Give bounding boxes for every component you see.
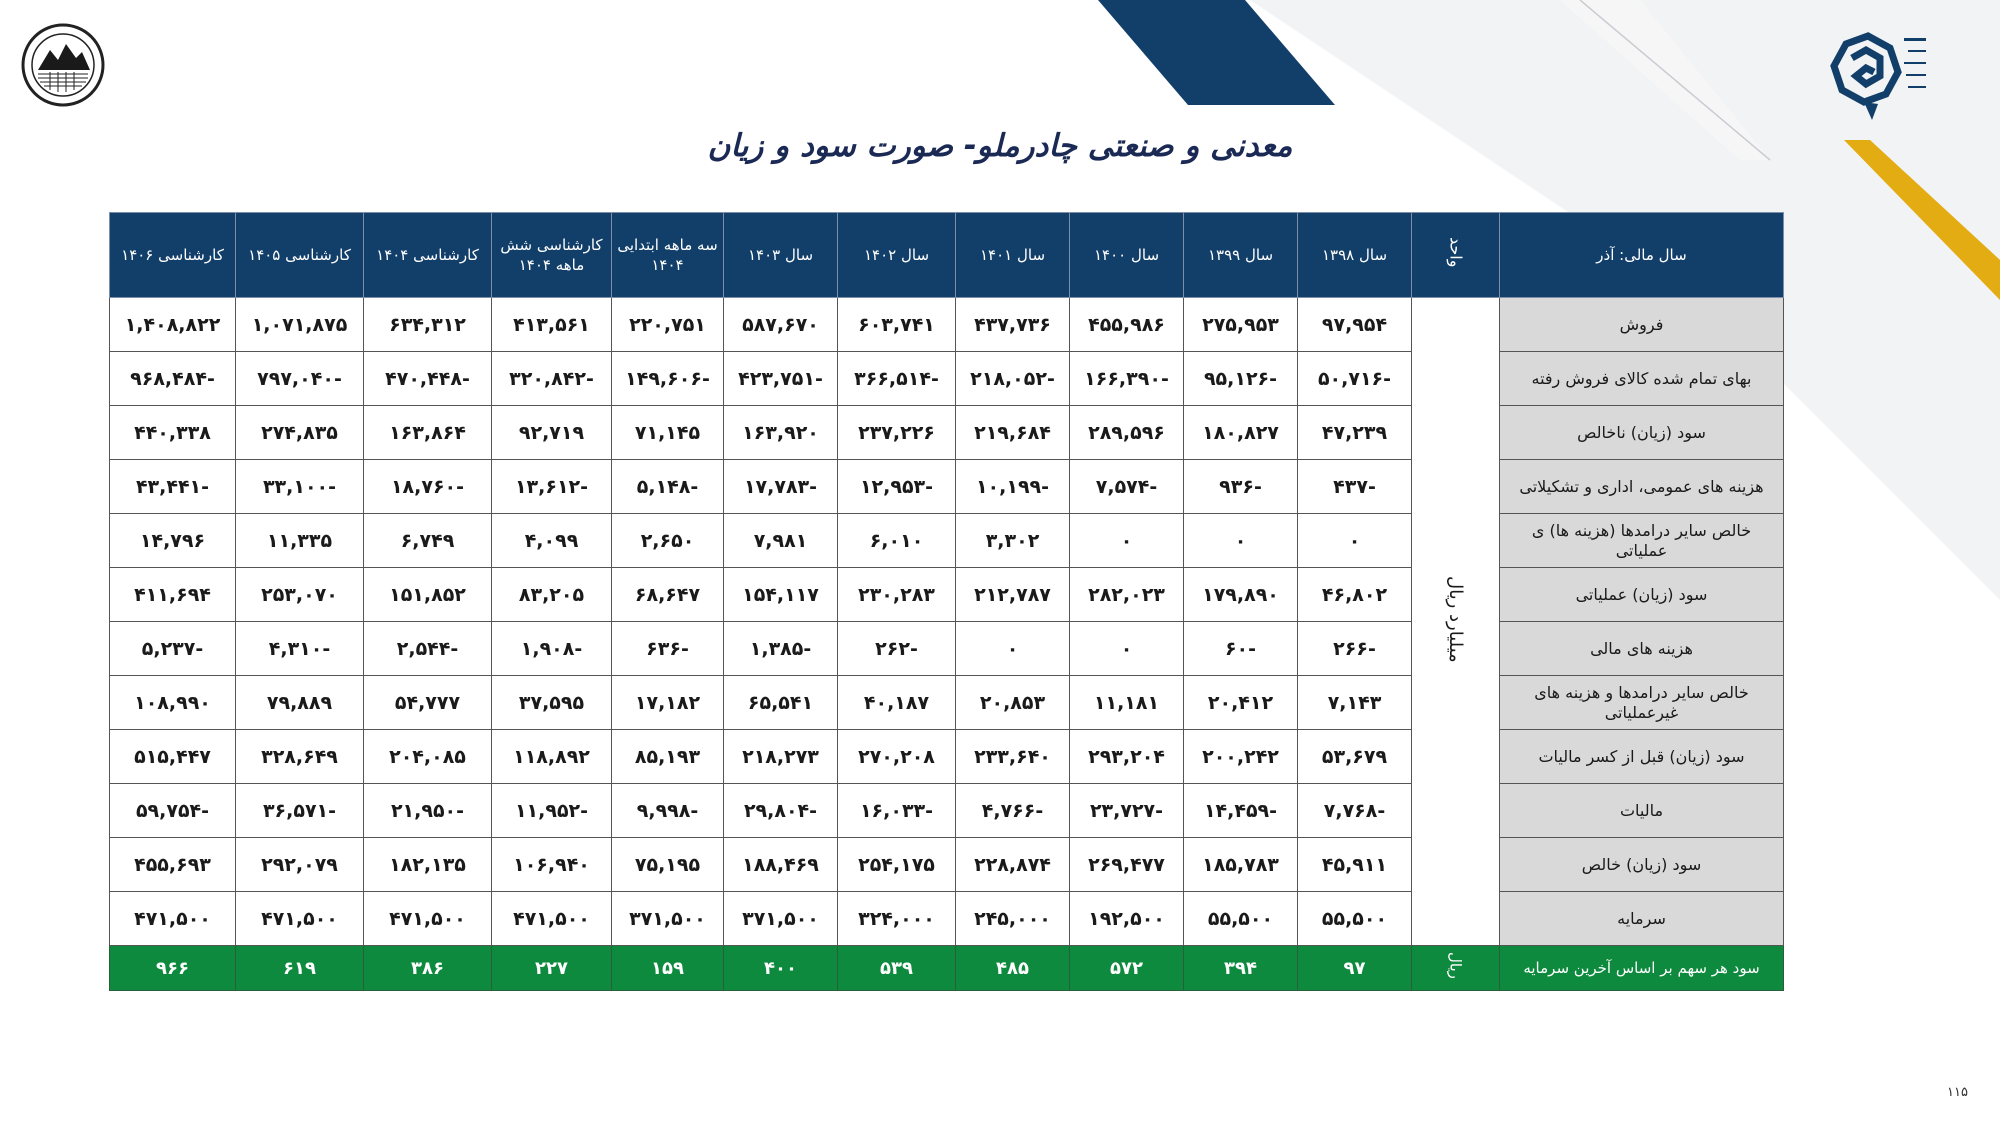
value-cell: ۸۳,۲۰۵ (492, 568, 612, 622)
eps-value-cell: ۵۷۲ (1070, 946, 1184, 991)
value-cell: ۲۹۳,۲۰۴ (1070, 730, 1184, 784)
brokerage-logo-icon (1828, 28, 1938, 128)
value-cell: ۵۸۷,۶۷۰ (724, 298, 838, 352)
value-cell: ۶۵,۵۴۱ (724, 676, 838, 730)
value-cell: ۲۰۰,۲۴۲ (1184, 730, 1298, 784)
value-cell: -۴۲۳,۷۵۱ (724, 352, 838, 406)
value-cell: ۳۷۱,۵۰۰ (612, 892, 724, 946)
value-cell: -۷,۷۶۸ (1298, 784, 1412, 838)
table-row (110, 568, 1784, 622)
header-year-1399: سال ۱۳۹۹ (1184, 213, 1298, 298)
value-cell: ۷۹,۸۸۹ (236, 676, 364, 730)
row-label: سرمایه (1500, 892, 1784, 946)
table-header-row (110, 213, 1784, 298)
row-label: هزینه های مالی (1500, 622, 1784, 676)
value-cell: ۱۵۴,۱۱۷ (724, 568, 838, 622)
value-cell: ۲۳۰,۲۸۳ (838, 568, 956, 622)
value-cell: ۲۱۲,۷۸۷ (956, 568, 1070, 622)
value-cell: -۵,۱۴۸ (612, 460, 724, 514)
eps-value-cell: ۹۷ (1298, 946, 1412, 991)
value-cell: ۴۰,۱۸۷ (838, 676, 956, 730)
header-est-1404: کارشناسی ۱۴۰۴ (364, 213, 492, 298)
value-cell: ۴۶,۸۰۲ (1298, 568, 1412, 622)
value-cell: ۲۴۵,۰۰۰ (956, 892, 1070, 946)
value-cell: -۳۲۰,۸۴۲ (492, 352, 612, 406)
value-cell: -۳۳,۱۰۰ (236, 460, 364, 514)
value-cell: -۵,۲۳۷ (110, 622, 236, 676)
value-cell: ۹۲,۷۱۹ (492, 406, 612, 460)
value-cell: -۱۶,۰۳۳ (838, 784, 956, 838)
table-row (110, 352, 1784, 406)
income-statement-table-wrapper (109, 212, 1781, 991)
value-cell: -۶۰ (1184, 622, 1298, 676)
value-cell: -۷,۵۷۴ (1070, 460, 1184, 514)
value-cell: -۶۳۶ (612, 622, 724, 676)
row-label: سود (زیان) ناخالص (1500, 406, 1784, 460)
value-cell: ۴۵۵,۹۸۶ (1070, 298, 1184, 352)
header-year-1401: سال ۱۴۰۱ (956, 213, 1070, 298)
table-row (110, 622, 1784, 676)
row-label: هزینه های عمومی، اداری و تشکیلاتی (1500, 460, 1784, 514)
value-cell: ۲۷۵,۹۵۳ (1184, 298, 1298, 352)
value-cell: ۵۱۵,۴۴۷ (110, 730, 236, 784)
value-cell: -۲۶۲ (838, 622, 956, 676)
value-cell: ۱۸۰,۸۲۷ (1184, 406, 1298, 460)
value-cell: -۲,۵۴۴ (364, 622, 492, 676)
value-cell: ۶۸,۶۴۷ (612, 568, 724, 622)
value-cell: ۱۹۲,۵۰۰ (1070, 892, 1184, 946)
row-label: خالص سایر درامدها (هزینه ها) ی عملیاتی (1500, 514, 1784, 568)
value-cell: ۲۰,۸۵۳ (956, 676, 1070, 730)
value-cell: ۴۴۰,۳۳۸ (110, 406, 236, 460)
value-cell: ۳۷۱,۵۰۰ (724, 892, 838, 946)
table-body (110, 298, 1784, 991)
eps-value-cell: ۵۳۹ (838, 946, 956, 991)
value-cell: ۱۶۳,۹۲۰ (724, 406, 838, 460)
value-cell: ۱۰۸,۹۹۰ (110, 676, 236, 730)
value-cell: ۰ (956, 622, 1070, 676)
value-cell: ۱,۰۷۱,۸۷۵ (236, 298, 364, 352)
header-h1-1404: کارشناسی شش ماهه ۱۴۰۴ (492, 213, 612, 298)
table-row (110, 514, 1784, 568)
value-cell: ۴۳۷,۷۳۶ (956, 298, 1070, 352)
row-label: سود (زیان) قبل از کسر مالیات (1500, 730, 1784, 784)
eps-row (110, 946, 1784, 991)
value-cell: -۴۳۷ (1298, 460, 1412, 514)
row-label: سود (زیان) عملیاتی (1500, 568, 1784, 622)
value-cell: ۱۸۵,۷۸۳ (1184, 838, 1298, 892)
value-cell: ۴۵۵,۶۹۳ (110, 838, 236, 892)
eps-unit-label: ریال (1446, 952, 1465, 979)
value-cell: -۱۶۶,۳۹۰ (1070, 352, 1184, 406)
company-seal-icon (20, 22, 106, 108)
value-cell: -۵۰,۷۱۶ (1298, 352, 1412, 406)
value-cell: -۹۳۶ (1184, 460, 1298, 514)
eps-value-cell: ۴۸۵ (956, 946, 1070, 991)
value-cell: ۴۷۱,۵۰۰ (492, 892, 612, 946)
value-cell: ۱۷۹,۸۹۰ (1184, 568, 1298, 622)
value-cell: -۲۳,۷۲۷ (1070, 784, 1184, 838)
value-cell: ۱۱,۱۸۱ (1070, 676, 1184, 730)
value-cell: ۷۱,۱۴۵ (612, 406, 724, 460)
value-cell: ۲۰,۴۱۲ (1184, 676, 1298, 730)
row-label: خالص سایر درامدها و هزینه های غیرعملیاتی (1500, 676, 1784, 730)
value-cell: ۲۲۰,۷۵۱ (612, 298, 724, 352)
value-cell: ۲۱۸,۲۷۳ (724, 730, 838, 784)
value-cell: ۰ (1070, 514, 1184, 568)
value-cell: ۱۵۱,۸۵۲ (364, 568, 492, 622)
row-label: بهای تمام شده کالای فروش رفته (1500, 352, 1784, 406)
header-label-column: سال مالی: آذر (1500, 213, 1784, 298)
eps-value-cell: ۲۲۷ (492, 946, 612, 991)
value-cell: -۱۴,۴۵۹ (1184, 784, 1298, 838)
value-cell: ۲۱۹,۶۸۴ (956, 406, 1070, 460)
value-cell: ۱۸۸,۴۶۹ (724, 838, 838, 892)
header-year-1400: سال ۱۴۰۰ (1070, 213, 1184, 298)
value-cell: ۷۵,۱۹۵ (612, 838, 724, 892)
eps-value-cell: ۳۹۴ (1184, 946, 1298, 991)
value-cell: ۰ (1070, 622, 1184, 676)
value-cell: -۲۱۸,۰۵۲ (956, 352, 1070, 406)
value-cell: ۴۷۱,۵۰۰ (364, 892, 492, 946)
value-cell: ۱۶۳,۸۶۴ (364, 406, 492, 460)
value-cell: ۴۱۱,۶۹۴ (110, 568, 236, 622)
value-cell: ۴۷,۲۳۹ (1298, 406, 1412, 460)
table-row (110, 892, 1784, 946)
value-cell: ۱۷,۱۸۲ (612, 676, 724, 730)
table-row (110, 730, 1784, 784)
table-row (110, 838, 1784, 892)
value-cell: -۱۱,۹۵۲ (492, 784, 612, 838)
unit-cell (1412, 298, 1500, 946)
table-row (110, 784, 1784, 838)
header-est-1405: کارشناسی ۱۴۰۵ (236, 213, 364, 298)
eps-value-cell: ۹۶۶ (110, 946, 236, 991)
value-cell: ۲۳۳,۶۴۰ (956, 730, 1070, 784)
value-cell: -۹,۹۹۸ (612, 784, 724, 838)
eps-label: سود هر سهم بر اساس آخرین سرمایه (1500, 946, 1784, 991)
value-cell: -۱,۹۰۸ (492, 622, 612, 676)
value-cell: ۶,۷۴۹ (364, 514, 492, 568)
value-cell: -۴۳,۴۴۱ (110, 460, 236, 514)
value-cell: ۳۷,۵۹۵ (492, 676, 612, 730)
value-cell: ۰ (1184, 514, 1298, 568)
eps-value-cell: ۱۵۹ (612, 946, 724, 991)
value-cell: ۱۴,۷۹۶ (110, 514, 236, 568)
value-cell: ۴۱۳,۵۶۱ (492, 298, 612, 352)
table-row (110, 406, 1784, 460)
value-cell: -۲۶۶ (1298, 622, 1412, 676)
value-cell: ۲۸۹,۵۹۶ (1070, 406, 1184, 460)
value-cell: -۱۴۹,۶۰۶ (612, 352, 724, 406)
value-cell: ۲۸۲,۰۲۳ (1070, 568, 1184, 622)
value-cell: -۳۶,۵۷۱ (236, 784, 364, 838)
value-cell: ۷,۹۸۱ (724, 514, 838, 568)
value-cell: ۴,۰۹۹ (492, 514, 612, 568)
header-unit-text: واحد (1446, 237, 1466, 268)
value-cell: ۱۱۸,۸۹۲ (492, 730, 612, 784)
value-cell: ۲۷۴,۸۳۵ (236, 406, 364, 460)
value-cell: ۲,۶۵۰ (612, 514, 724, 568)
header-est-1406: کارشناسی ۱۴۰۶ (110, 213, 236, 298)
row-label: مالیات (1500, 784, 1784, 838)
value-cell: ۱۱,۳۳۵ (236, 514, 364, 568)
table-row (110, 460, 1784, 514)
value-cell: -۱۳,۶۱۲ (492, 460, 612, 514)
value-cell: ۱۸۲,۱۳۵ (364, 838, 492, 892)
value-cell: -۱۰,۱۹۹ (956, 460, 1070, 514)
value-cell: -۹۵,۱۲۶ (1184, 352, 1298, 406)
value-cell: ۲۲۸,۸۷۴ (956, 838, 1070, 892)
eps-value-cell: ۴۰۰ (724, 946, 838, 991)
value-cell: ۴۵,۹۱۱ (1298, 838, 1412, 892)
unit-label: میلیارد ریال (1445, 575, 1466, 663)
value-cell: ۴۷۱,۵۰۰ (110, 892, 236, 946)
income-statement-table (109, 212, 1784, 991)
value-cell: -۵۹,۷۵۴ (110, 784, 236, 838)
eps-value-cell: ۶۱۹ (236, 946, 364, 991)
value-cell: -۹۶۸,۴۸۴ (110, 352, 236, 406)
value-cell: ۱,۴۰۸,۸۲۲ (110, 298, 236, 352)
row-label: فروش (1500, 298, 1784, 352)
value-cell: ۴۷۱,۵۰۰ (236, 892, 364, 946)
value-cell: ۲۳۷,۲۲۶ (838, 406, 956, 460)
value-cell: ۹۷,۹۵۴ (1298, 298, 1412, 352)
value-cell: -۱۸,۷۶۰ (364, 460, 492, 514)
value-cell: -۴,۳۱۰ (236, 622, 364, 676)
page-title: معدنی و صنعتی چادرملو- صورت سود و زیان (707, 128, 1293, 164)
value-cell: ۵۳,۶۷۹ (1298, 730, 1412, 784)
value-cell: ۰ (1298, 514, 1412, 568)
value-cell: ۶۰۳,۷۴۱ (838, 298, 956, 352)
value-cell: ۲۹۲,۰۷۹ (236, 838, 364, 892)
eps-value-cell: ۳۸۶ (364, 946, 492, 991)
value-cell: -۱۲,۹۵۳ (838, 460, 956, 514)
value-cell: ۲۵۴,۱۷۵ (838, 838, 956, 892)
value-cell: -۴,۷۶۶ (956, 784, 1070, 838)
value-cell: -۷۹۷,۰۴۰ (236, 352, 364, 406)
header-unit-column (1412, 213, 1500, 298)
value-cell: ۷,۱۴۳ (1298, 676, 1412, 730)
value-cell: ۳۲۴,۰۰۰ (838, 892, 956, 946)
value-cell: ۲۶۹,۴۷۷ (1070, 838, 1184, 892)
value-cell: ۱۰۶,۹۴۰ (492, 838, 612, 892)
header-year-1403: سال ۱۴۰۳ (724, 213, 838, 298)
value-cell: ۳۲۸,۶۴۹ (236, 730, 364, 784)
value-cell: ۶,۰۱۰ (838, 514, 956, 568)
eps-unit-cell (1412, 946, 1500, 991)
value-cell: -۲۱,۹۵۰ (364, 784, 492, 838)
value-cell: ۸۵,۱۹۳ (612, 730, 724, 784)
value-cell: -۳۶۶,۵۱۴ (838, 352, 956, 406)
header-q1-1404: سه ماهه ابتدایی ۱۴۰۴ (612, 213, 724, 298)
value-cell: ۲۵۳,۰۷۰ (236, 568, 364, 622)
value-cell: ۲۷۰,۲۰۸ (838, 730, 956, 784)
value-cell: ۶۳۴,۳۱۲ (364, 298, 492, 352)
value-cell: -۴۷۰,۴۴۸ (364, 352, 492, 406)
table-row (110, 676, 1784, 730)
value-cell: ۵۴,۷۷۷ (364, 676, 492, 730)
table-row (110, 298, 1784, 352)
value-cell: ۳,۳۰۲ (956, 514, 1070, 568)
value-cell: -۱۷,۷۸۳ (724, 460, 838, 514)
value-cell: -۱,۳۸۵ (724, 622, 838, 676)
header-year-1398: سال ۱۳۹۸ (1298, 213, 1412, 298)
header-year-1402: سال ۱۴۰۲ (838, 213, 956, 298)
value-cell: -۲۹,۸۰۴ (724, 784, 838, 838)
value-cell: ۲۰۴,۰۸۵ (364, 730, 492, 784)
value-cell: ۵۵,۵۰۰ (1298, 892, 1412, 946)
page-number: ۱۱۵ (1947, 1085, 1968, 1100)
value-cell: ۵۵,۵۰۰ (1184, 892, 1298, 946)
row-label: سود (زیان) خالص (1500, 838, 1784, 892)
